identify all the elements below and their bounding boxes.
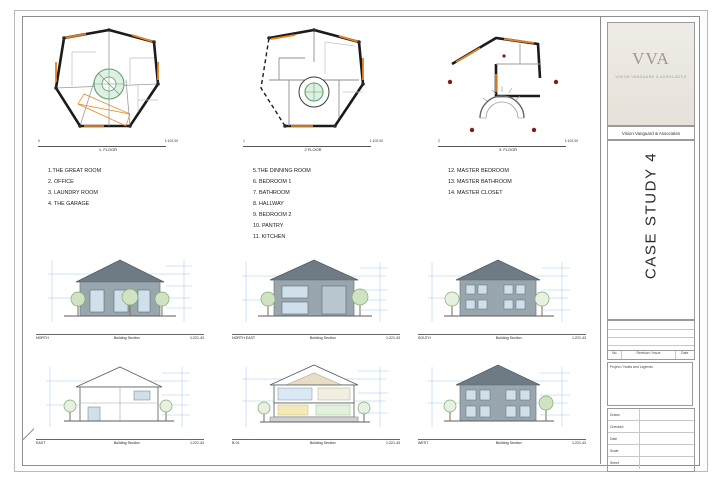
elevation-type: Building Section [113, 441, 140, 445]
plan-3-right-tick: 1:102.00 [564, 139, 578, 143]
plan-2-left-tick: 1 [243, 139, 245, 143]
meta-row [608, 421, 694, 433]
floor-plan-2[interactable] [239, 22, 389, 162]
firm-logo-tagline: VISION VANGUARD & ASSOCIATES [615, 75, 687, 79]
floor-plan-3-drawing [434, 22, 584, 147]
elevation-north-drawing [34, 252, 206, 330]
elevation-east[interactable] [34, 357, 206, 445]
plan-2-right-tick: 1:102.00 [369, 139, 383, 143]
meta-row [608, 445, 694, 457]
elevation-type: Building Section [113, 336, 140, 340]
sheet-title-box [607, 140, 695, 320]
elevation-north-east-drawing [230, 252, 402, 330]
notes-box: Project / Notes and Legends [607, 362, 693, 406]
elevation-south-caption [418, 334, 586, 340]
elevation-scale: 1:221.43 [190, 336, 204, 340]
elevation-name: SOUTH [418, 336, 431, 340]
revision-table [607, 320, 695, 360]
title-block [600, 16, 698, 464]
plan-3-scalebar [438, 139, 578, 152]
room-item: 12. MASTER BEDROOM [448, 168, 509, 174]
elevation-b-01-drawing [230, 357, 402, 435]
sheet-meta-table [607, 408, 695, 472]
revision-header-row [608, 350, 694, 359]
elevation-b-01[interactable] [230, 357, 402, 445]
elevation-north-east-caption [232, 334, 400, 340]
room-legend-2 [253, 166, 311, 243]
room-item: 3. LAUNDRY ROOM [48, 190, 98, 196]
room-item: 9. BEDROOM 2 [253, 212, 292, 218]
elevation-north[interactable] [34, 252, 206, 340]
room-item: 8. HALLWAY [253, 201, 284, 207]
floor-plan-3[interactable] [434, 22, 584, 162]
plan-3-label: 3. FLOOR [498, 147, 518, 152]
elevation-north-caption [36, 334, 204, 340]
meta-key: Scale [610, 448, 619, 453]
elevation-west[interactable] [416, 357, 588, 445]
room-item: 7. BATHROOM [253, 190, 290, 196]
elevation-west-caption [418, 439, 586, 445]
meta-value [639, 409, 694, 420]
elevation-type: Building Section [495, 336, 522, 340]
revision-col-date: Date [681, 351, 689, 355]
room-item: 10. PANTRY [253, 223, 284, 229]
elevations-grid [34, 252, 594, 452]
elevation-b-01-caption [232, 439, 400, 445]
elevation-name: WEST [418, 441, 429, 445]
firm-name: Vision Vanguard & Associates [607, 126, 695, 140]
room-item: 2. OFFICE [48, 179, 74, 185]
elevation-name: B-01 [232, 441, 240, 445]
revision-row [608, 337, 694, 346]
elevation-scale: 1:221.43 [572, 336, 586, 340]
room-item: 5.THE DINNING ROOM [253, 168, 311, 174]
meta-key: Drawn [610, 412, 620, 417]
room-item: 13. MASTER BATHROOM [448, 179, 512, 185]
elevation-type: Building Section [495, 441, 522, 445]
plan-2-label: 2 FLOOR [304, 147, 322, 152]
room-legend-1 [48, 166, 101, 210]
firm-monogram: VVA [632, 49, 670, 68]
meta-value [639, 433, 694, 444]
elevation-south-drawing [416, 252, 588, 330]
elevation-name: EAST [36, 441, 46, 445]
meta-row [608, 457, 694, 469]
revision-col-no: No. [608, 351, 622, 359]
room-legends [48, 166, 608, 252]
elevation-scale: 1:221.43 [572, 441, 586, 445]
plan-1-label: 1. FLOOR [98, 147, 118, 152]
meta-value [639, 445, 694, 456]
meta-value [639, 421, 694, 432]
meta-key: Date [610, 436, 618, 441]
plan-3-left-tick: 2 [438, 139, 440, 143]
floor-plans-row [34, 22, 594, 162]
plan-1-left-tick: 0 [38, 139, 40, 143]
room-item: 6. BEDROOM 1 [253, 179, 292, 185]
elevation-south[interactable] [416, 252, 588, 340]
elevation-east-drawing [34, 357, 206, 435]
elevation-type: Building Section [309, 336, 336, 340]
floor-plan-2-drawing [239, 22, 389, 147]
page-title: CASE STUDY 4 [642, 151, 660, 280]
meta-key: Sheet [610, 461, 619, 465]
room-legend-3 [448, 166, 512, 199]
plan-1-scalebar [38, 139, 178, 152]
elevation-north-east[interactable] [230, 252, 402, 340]
elevation-scale: 1:221.43 [386, 336, 400, 340]
room-item: 14. MASTER CLOSET [448, 190, 503, 196]
firm-logo [607, 22, 695, 126]
room-item: 11. KITCHEN [253, 234, 286, 240]
elevation-name: NORTH [36, 336, 49, 340]
room-item: 1.THE GREAT ROOM [48, 168, 102, 174]
elevation-scale: 1:221.43 [190, 441, 204, 445]
elevation-scale: 1:221.43 [386, 441, 400, 445]
elevation-west-drawing [416, 357, 588, 435]
meta-key: Checked [610, 424, 624, 429]
plan-2-scalebar [243, 139, 383, 152]
plan-1-right-tick: 1:102.00 [164, 139, 178, 143]
meta-value [639, 457, 694, 469]
meta-row [608, 409, 694, 421]
revision-col-desc: Revision / Issue [622, 351, 675, 359]
elevation-type: Building Section [309, 441, 336, 445]
elevation-name: NORTH EAST [232, 336, 256, 340]
elevation-east-caption [36, 439, 204, 445]
room-item: 4. THE GARAGE [48, 201, 90, 207]
floor-plan-1-drawing [34, 22, 184, 147]
meta-row [608, 433, 694, 445]
floor-plan-1[interactable] [34, 22, 184, 162]
